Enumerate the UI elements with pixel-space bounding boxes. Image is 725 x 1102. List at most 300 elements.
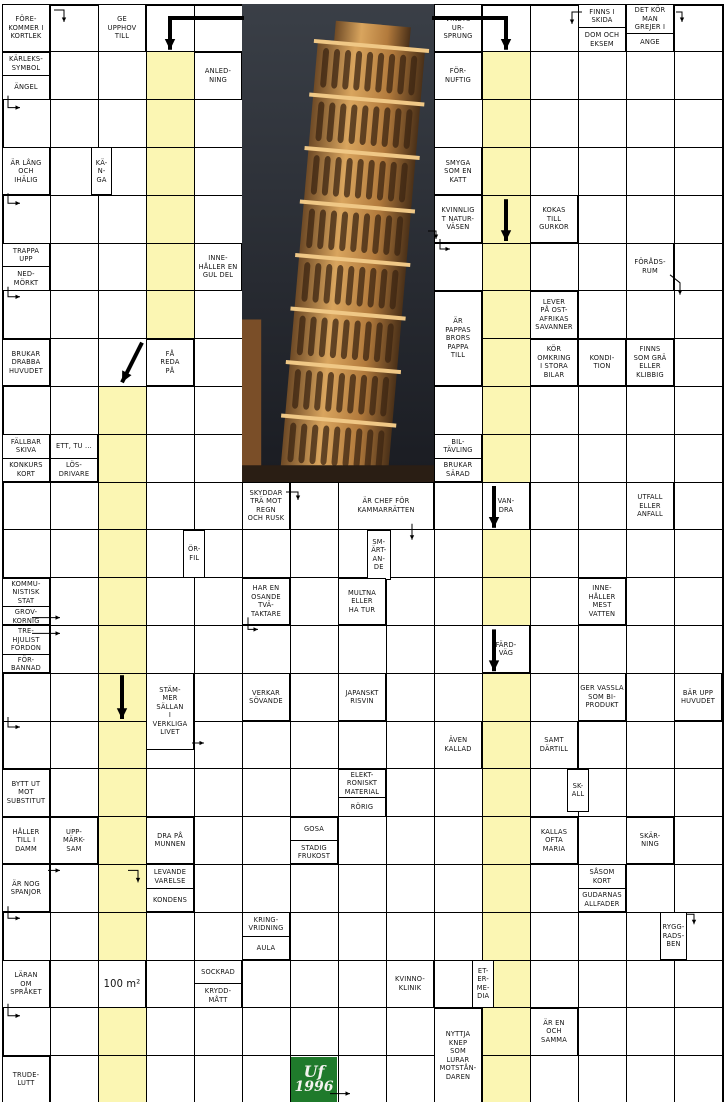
grid-cell[interactable] bbox=[146, 4, 194, 52]
grid-cell[interactable] bbox=[674, 769, 722, 817]
grid-cell[interactable] bbox=[242, 1008, 290, 1056]
grid-cell[interactable] bbox=[194, 4, 242, 52]
grid-cell[interactable] bbox=[242, 530, 290, 578]
clue-text: VAN- DRA bbox=[497, 496, 515, 514]
grid-cell[interactable] bbox=[242, 1056, 290, 1102]
grid-cell[interactable] bbox=[674, 578, 722, 626]
grid-cell[interactable] bbox=[2, 386, 50, 434]
grid-cell[interactable] bbox=[146, 243, 194, 291]
grid-cell[interactable] bbox=[194, 291, 242, 339]
clue-box bbox=[434, 195, 482, 243]
grid-cell[interactable] bbox=[50, 195, 98, 243]
grid-cell[interactable] bbox=[98, 100, 146, 148]
grid-cell[interactable] bbox=[146, 578, 194, 626]
grid-cell[interactable] bbox=[290, 769, 338, 817]
grid-cell[interactable] bbox=[530, 673, 578, 721]
grid-cell[interactable] bbox=[338, 721, 386, 769]
clue-box bbox=[194, 243, 242, 291]
grid-cell[interactable] bbox=[50, 52, 98, 100]
grid-cell[interactable] bbox=[674, 100, 722, 148]
grid-cell[interactable] bbox=[434, 386, 482, 434]
grid-cell[interactable] bbox=[290, 960, 338, 1008]
grid-cell[interactable] bbox=[674, 4, 722, 52]
grid-cell[interactable] bbox=[98, 1008, 146, 1056]
grid-cell[interactable] bbox=[578, 960, 626, 1008]
grid-cell[interactable] bbox=[482, 434, 530, 482]
grid-cell[interactable] bbox=[578, 817, 626, 865]
grid-cell[interactable] bbox=[50, 482, 98, 530]
clue-box bbox=[2, 960, 50, 1008]
grid-cell[interactable] bbox=[386, 769, 434, 817]
clue-box bbox=[242, 578, 290, 626]
clue-box bbox=[242, 482, 290, 530]
signature-initials: Uf bbox=[303, 1062, 325, 1082]
grid-cell[interactable] bbox=[530, 243, 578, 291]
clue-text: SOCKRAD bbox=[201, 966, 235, 976]
clue-box bbox=[530, 195, 578, 243]
grid-cell[interactable] bbox=[290, 1008, 338, 1056]
grid-cell[interactable] bbox=[98, 912, 146, 960]
grid-cell[interactable] bbox=[674, 291, 722, 339]
grid-cell[interactable] bbox=[578, 386, 626, 434]
grid-cell[interactable] bbox=[194, 673, 242, 721]
clue-box bbox=[290, 817, 338, 865]
grid-cell[interactable] bbox=[386, 578, 434, 626]
grid-cell[interactable] bbox=[194, 817, 242, 865]
grid-cell[interactable] bbox=[194, 195, 242, 243]
grid-cell[interactable] bbox=[482, 721, 530, 769]
grid-cell[interactable] bbox=[386, 1056, 434, 1102]
clue-box bbox=[578, 578, 626, 626]
grid-cell[interactable] bbox=[530, 625, 578, 673]
clue-text: SMYGA SOM EN KATT bbox=[444, 157, 472, 184]
grid-cell[interactable] bbox=[194, 721, 242, 769]
grid-cell[interactable] bbox=[530, 386, 578, 434]
grid-cell[interactable] bbox=[146, 100, 194, 148]
clue-box bbox=[2, 625, 50, 673]
clue-text: GROV- KORNIG bbox=[3, 606, 49, 625]
clue-text: RYGG- RADS- BEN bbox=[662, 922, 685, 949]
clue-box bbox=[2, 864, 50, 912]
grid-cell[interactable] bbox=[578, 721, 626, 769]
grid-cell[interactable] bbox=[626, 195, 674, 243]
grid-cell[interactable] bbox=[194, 147, 242, 195]
grid-cell[interactable] bbox=[482, 578, 530, 626]
grid-cell[interactable] bbox=[578, 482, 626, 530]
grid-cell[interactable] bbox=[194, 625, 242, 673]
clue-text: KRYDD- MÅTT bbox=[195, 983, 241, 1006]
clue-text: SM- ÄRT- AN- DE bbox=[371, 536, 387, 572]
grid-cell[interactable] bbox=[50, 721, 98, 769]
clue-text: ÄR CHEF FÖR KAMMARRÄTTEN bbox=[357, 496, 415, 514]
grid-cell[interactable] bbox=[386, 721, 434, 769]
grid-cell[interactable] bbox=[674, 625, 722, 673]
grid-cell[interactable] bbox=[482, 100, 530, 148]
grid-cell[interactable] bbox=[434, 864, 482, 912]
grid-cell[interactable] bbox=[50, 960, 98, 1008]
grid-cell[interactable] bbox=[626, 434, 674, 482]
grid-cell[interactable] bbox=[674, 1008, 722, 1056]
grid-cell[interactable] bbox=[194, 100, 242, 148]
grid-cell[interactable] bbox=[578, 434, 626, 482]
grid-cell[interactable] bbox=[626, 530, 674, 578]
grid-cell[interactable] bbox=[50, 1056, 98, 1102]
grid-cell[interactable] bbox=[626, 578, 674, 626]
clue-text: UTFALL ELLER ANFALL bbox=[637, 492, 663, 519]
grid-cell[interactable] bbox=[578, 195, 626, 243]
grid-cell[interactable] bbox=[338, 1008, 386, 1056]
grid-cell[interactable] bbox=[434, 243, 482, 291]
clue-box bbox=[194, 960, 242, 1008]
grid-cell[interactable] bbox=[338, 912, 386, 960]
grid-cell[interactable] bbox=[290, 482, 338, 530]
grid-cell[interactable] bbox=[626, 1056, 674, 1102]
grid-cell[interactable] bbox=[98, 339, 146, 387]
grid-cell[interactable] bbox=[626, 960, 674, 1008]
grid-cell[interactable] bbox=[242, 864, 290, 912]
grid-cell[interactable] bbox=[578, 147, 626, 195]
grid-cell[interactable] bbox=[386, 673, 434, 721]
clue-text: DET KÖR MAN GREJER I bbox=[634, 5, 666, 32]
grid-cell[interactable] bbox=[242, 625, 290, 673]
grid-cell[interactable] bbox=[338, 960, 386, 1008]
grid-cell[interactable] bbox=[338, 817, 386, 865]
grid-cell[interactable] bbox=[434, 100, 482, 148]
grid-cell[interactable] bbox=[194, 339, 242, 387]
grid-cell[interactable] bbox=[530, 100, 578, 148]
clue-box bbox=[530, 1008, 578, 1056]
grid-cell[interactable] bbox=[146, 960, 194, 1008]
grid-cell[interactable] bbox=[194, 912, 242, 960]
grid-cell[interactable] bbox=[482, 769, 530, 817]
grid-cell[interactable] bbox=[98, 530, 146, 578]
grid-cell[interactable] bbox=[674, 482, 722, 530]
grid-cell[interactable] bbox=[626, 673, 674, 721]
grid-cell[interactable] bbox=[482, 195, 530, 243]
grid-cell[interactable] bbox=[146, 434, 194, 482]
grid-cell[interactable] bbox=[578, 243, 626, 291]
clue-text: GUDARNAS ALLFADER bbox=[579, 888, 625, 911]
grid-cell[interactable] bbox=[626, 1008, 674, 1056]
grid-cell[interactable] bbox=[578, 100, 626, 148]
leaning-tower-image bbox=[242, 4, 434, 482]
grid-cell[interactable] bbox=[482, 4, 530, 52]
grid-cell[interactable] bbox=[50, 864, 98, 912]
grid-cell[interactable] bbox=[386, 817, 434, 865]
grid-cell[interactable] bbox=[338, 625, 386, 673]
photo-building bbox=[242, 319, 261, 482]
clue-box bbox=[146, 673, 194, 749]
clue-text: KÖR OMKRING I STORA BILAR bbox=[537, 344, 571, 379]
clue-text: DRA PÅ MUNNEN bbox=[154, 830, 186, 849]
grid-cell[interactable] bbox=[2, 673, 50, 721]
grid-cell[interactable] bbox=[50, 530, 98, 578]
grid-cell[interactable] bbox=[530, 530, 578, 578]
grid-cell[interactable] bbox=[98, 434, 146, 482]
grid-cell[interactable] bbox=[482, 1056, 530, 1102]
grid-cell[interactable] bbox=[50, 100, 98, 148]
grid-cell[interactable] bbox=[2, 530, 50, 578]
clue-box bbox=[578, 864, 626, 912]
grid-cell[interactable] bbox=[626, 864, 674, 912]
grid-cell[interactable] bbox=[98, 482, 146, 530]
grid-cell[interactable] bbox=[626, 769, 674, 817]
grid-cell[interactable] bbox=[674, 864, 722, 912]
grid-cell[interactable] bbox=[98, 52, 146, 100]
grid-cell[interactable] bbox=[50, 243, 98, 291]
grid-cell[interactable] bbox=[530, 52, 578, 100]
grid-cell[interactable] bbox=[50, 912, 98, 960]
clue-text: FÖRE- KOMMER I KORTLEK bbox=[8, 14, 44, 41]
grid-cell[interactable] bbox=[482, 291, 530, 339]
grid-cell[interactable] bbox=[578, 52, 626, 100]
clue-text: MULTNA ELLER HA TUR bbox=[347, 587, 377, 614]
grid-cell[interactable] bbox=[146, 147, 194, 195]
grid-cell[interactable] bbox=[674, 195, 722, 243]
grid-cell[interactable] bbox=[482, 339, 530, 387]
clue-text: 100 m² bbox=[103, 976, 141, 990]
grid-cell[interactable] bbox=[434, 817, 482, 865]
grid-cell[interactable] bbox=[50, 769, 98, 817]
clue-box bbox=[434, 291, 482, 387]
grid-cell[interactable] bbox=[146, 625, 194, 673]
grid-cell[interactable] bbox=[146, 195, 194, 243]
grid-cell[interactable] bbox=[194, 1008, 242, 1056]
grid-cell[interactable] bbox=[674, 721, 722, 769]
clue-box bbox=[194, 52, 242, 100]
clue-text: KALLAS OFTA MARIA bbox=[540, 826, 568, 853]
grid-cell[interactable] bbox=[482, 864, 530, 912]
grid-cell[interactable] bbox=[2, 912, 50, 960]
grid-cell[interactable] bbox=[386, 625, 434, 673]
grid-cell[interactable] bbox=[482, 912, 530, 960]
clue-text: ÄNGEL bbox=[3, 75, 49, 98]
grid-cell[interactable] bbox=[626, 52, 674, 100]
grid-cell[interactable] bbox=[242, 769, 290, 817]
grid-cell[interactable] bbox=[194, 864, 242, 912]
grid-cell[interactable] bbox=[242, 721, 290, 769]
grid-cell[interactable] bbox=[434, 482, 482, 530]
grid-cell[interactable] bbox=[290, 864, 338, 912]
grid-cell[interactable] bbox=[674, 530, 722, 578]
grid-cell[interactable] bbox=[482, 817, 530, 865]
grid-cell[interactable] bbox=[146, 769, 194, 817]
grid-cell[interactable] bbox=[50, 578, 98, 626]
grid-cell[interactable] bbox=[626, 625, 674, 673]
grid-cell[interactable] bbox=[386, 864, 434, 912]
clue-text: TRAPPA UPP bbox=[12, 245, 40, 264]
grid-cell[interactable] bbox=[674, 1056, 722, 1102]
clue-box bbox=[530, 339, 578, 387]
grid-cell[interactable] bbox=[674, 52, 722, 100]
clue-box bbox=[183, 530, 205, 578]
grid-cell[interactable] bbox=[530, 482, 578, 530]
grid-cell[interactable] bbox=[434, 530, 482, 578]
clue-text: STÄM- MER SÄLLAN I VERKLIGA LIVET bbox=[152, 684, 188, 737]
grid-cell[interactable] bbox=[2, 482, 50, 530]
grid-cell[interactable] bbox=[434, 769, 482, 817]
grid-cell[interactable] bbox=[530, 578, 578, 626]
clue-box bbox=[472, 960, 494, 1008]
grid-cell[interactable] bbox=[242, 817, 290, 865]
grid-cell[interactable] bbox=[578, 1008, 626, 1056]
grid-cell[interactable] bbox=[194, 578, 242, 626]
grid-cell[interactable] bbox=[530, 4, 578, 52]
grid-cell[interactable] bbox=[98, 195, 146, 243]
grid-cell[interactable] bbox=[2, 291, 50, 339]
grid-cell[interactable] bbox=[50, 386, 98, 434]
clue-box bbox=[578, 4, 626, 52]
grid-cell[interactable] bbox=[434, 673, 482, 721]
grid-cell[interactable] bbox=[674, 386, 722, 434]
clue-text: JAPANSKT RISVIN bbox=[345, 687, 379, 706]
grid-cell[interactable] bbox=[98, 1056, 146, 1102]
grid-line bbox=[626, 4, 627, 1102]
grid-cell[interactable] bbox=[338, 864, 386, 912]
grid-cell[interactable] bbox=[386, 912, 434, 960]
grid-cell[interactable] bbox=[50, 1008, 98, 1056]
clue-text: FÅ REDA PÅ bbox=[160, 348, 180, 375]
grid-cell[interactable] bbox=[98, 625, 146, 673]
grid-cell[interactable] bbox=[482, 243, 530, 291]
grid-cell[interactable] bbox=[530, 147, 578, 195]
clue-box bbox=[530, 817, 578, 865]
grid-cell[interactable] bbox=[50, 673, 98, 721]
grid-cell[interactable] bbox=[482, 530, 530, 578]
clue-text: STADIG FRUKOST bbox=[291, 840, 337, 863]
grid-cell[interactable] bbox=[434, 912, 482, 960]
clue-text: ELEKT- RONISKT MATERIAL bbox=[344, 769, 380, 796]
grid-cell[interactable] bbox=[530, 864, 578, 912]
grid-cell[interactable] bbox=[578, 530, 626, 578]
grid-cell[interactable] bbox=[626, 147, 674, 195]
clue-text: SKÄR- NING bbox=[639, 830, 661, 849]
grid-cell[interactable] bbox=[674, 147, 722, 195]
clue-text: TRUDE- LUTT bbox=[12, 1069, 40, 1088]
grid-cell[interactable] bbox=[50, 4, 98, 52]
grid-cell[interactable] bbox=[194, 769, 242, 817]
grid-cell[interactable] bbox=[290, 578, 338, 626]
grid-cell[interactable] bbox=[674, 434, 722, 482]
grid-cell[interactable] bbox=[98, 578, 146, 626]
clue-text: SÅSOM KORT bbox=[589, 867, 615, 885]
clue-box bbox=[367, 530, 391, 580]
grid-cell[interactable] bbox=[674, 960, 722, 1008]
grid-cell[interactable] bbox=[146, 52, 194, 100]
grid-cell[interactable] bbox=[530, 434, 578, 482]
clue-text: ÄR PAPPAS BRORS PAPPA TILL bbox=[445, 316, 471, 360]
grid-cell[interactable] bbox=[290, 721, 338, 769]
clue-text: AULA bbox=[243, 936, 289, 959]
grid-cell[interactable] bbox=[146, 1008, 194, 1056]
clue-text: BÄR UPP HUVUDET bbox=[680, 687, 716, 706]
clue-text: FINNS I SKIDA bbox=[589, 6, 615, 25]
clue-box bbox=[2, 578, 50, 626]
grid-cell[interactable] bbox=[290, 673, 338, 721]
clue-box bbox=[2, 817, 50, 865]
grid-cell[interactable] bbox=[194, 386, 242, 434]
grid-cell[interactable] bbox=[50, 291, 98, 339]
grid-cell[interactable] bbox=[290, 912, 338, 960]
grid-cell[interactable] bbox=[194, 482, 242, 530]
grid-cell[interactable] bbox=[290, 625, 338, 673]
clue-box bbox=[530, 291, 578, 339]
clue-box bbox=[50, 817, 98, 865]
grid-cell[interactable] bbox=[434, 625, 482, 673]
grid-cell[interactable] bbox=[482, 673, 530, 721]
grid-cell[interactable] bbox=[146, 1056, 194, 1102]
grid-cell[interactable] bbox=[98, 291, 146, 339]
grid-cell[interactable] bbox=[2, 1008, 50, 1056]
grid-cell[interactable] bbox=[434, 578, 482, 626]
clue-box bbox=[146, 817, 194, 865]
grid-cell[interactable] bbox=[290, 530, 338, 578]
clue-text: KOKAS TILL GURKOR bbox=[539, 205, 569, 232]
grid-cell[interactable] bbox=[674, 339, 722, 387]
grid-cell[interactable] bbox=[674, 817, 722, 865]
grid-cell[interactable] bbox=[674, 243, 722, 291]
grid-cell[interactable] bbox=[482, 1008, 530, 1056]
grid-cell[interactable] bbox=[146, 291, 194, 339]
grid-cell[interactable] bbox=[2, 100, 50, 148]
grid-cell[interactable] bbox=[626, 100, 674, 148]
grid-cell[interactable] bbox=[194, 434, 242, 482]
clue-box bbox=[146, 864, 194, 912]
grid-cell[interactable] bbox=[146, 912, 194, 960]
grid-cell[interactable] bbox=[98, 386, 146, 434]
grid-cell[interactable] bbox=[146, 482, 194, 530]
clue-text: ÄR LÅNG OCH IHÄLIG bbox=[10, 157, 42, 184]
grid-cell[interactable] bbox=[338, 1056, 386, 1102]
grid-cell[interactable] bbox=[146, 386, 194, 434]
clue-text: ÄVEN KALLAD bbox=[444, 735, 472, 753]
grid-cell[interactable] bbox=[194, 1056, 242, 1102]
grid-cell[interactable] bbox=[530, 1056, 578, 1102]
grid-cell[interactable] bbox=[98, 721, 146, 769]
grid-cell[interactable] bbox=[482, 147, 530, 195]
grid-cell[interactable] bbox=[98, 673, 146, 721]
grid-cell[interactable] bbox=[482, 52, 530, 100]
grid-cell[interactable] bbox=[98, 817, 146, 865]
grid-cell[interactable] bbox=[98, 243, 146, 291]
clue-text: FÄLLBAR SKIVA bbox=[10, 436, 42, 455]
grid-cell[interactable] bbox=[578, 1056, 626, 1102]
grid-cell[interactable] bbox=[578, 625, 626, 673]
grid-cell[interactable] bbox=[50, 625, 98, 673]
grid-cell[interactable] bbox=[578, 912, 626, 960]
grid-cell[interactable] bbox=[2, 721, 50, 769]
grid-cell[interactable] bbox=[482, 386, 530, 434]
grid-cell[interactable] bbox=[98, 769, 146, 817]
grid-cell[interactable] bbox=[626, 386, 674, 434]
grid-cell[interactable] bbox=[578, 291, 626, 339]
grid-cell[interactable] bbox=[530, 912, 578, 960]
grid-cell[interactable] bbox=[242, 960, 290, 1008]
grid-cell[interactable] bbox=[386, 1008, 434, 1056]
clue-text: SKYDDAR TRÄ MOT REGN OCH RUSK bbox=[247, 487, 285, 523]
grid-cell[interactable] bbox=[530, 960, 578, 1008]
grid-cell[interactable] bbox=[98, 864, 146, 912]
grid-cell[interactable] bbox=[386, 530, 434, 578]
clue-text: ANLED- NING bbox=[204, 66, 232, 84]
clue-box bbox=[242, 673, 290, 721]
grid-cell[interactable] bbox=[50, 339, 98, 387]
grid-cell[interactable] bbox=[2, 195, 50, 243]
grid-line bbox=[578, 4, 579, 1102]
clue-box bbox=[626, 243, 674, 291]
grid-cell[interactable] bbox=[626, 291, 674, 339]
grid-cell[interactable] bbox=[626, 721, 674, 769]
